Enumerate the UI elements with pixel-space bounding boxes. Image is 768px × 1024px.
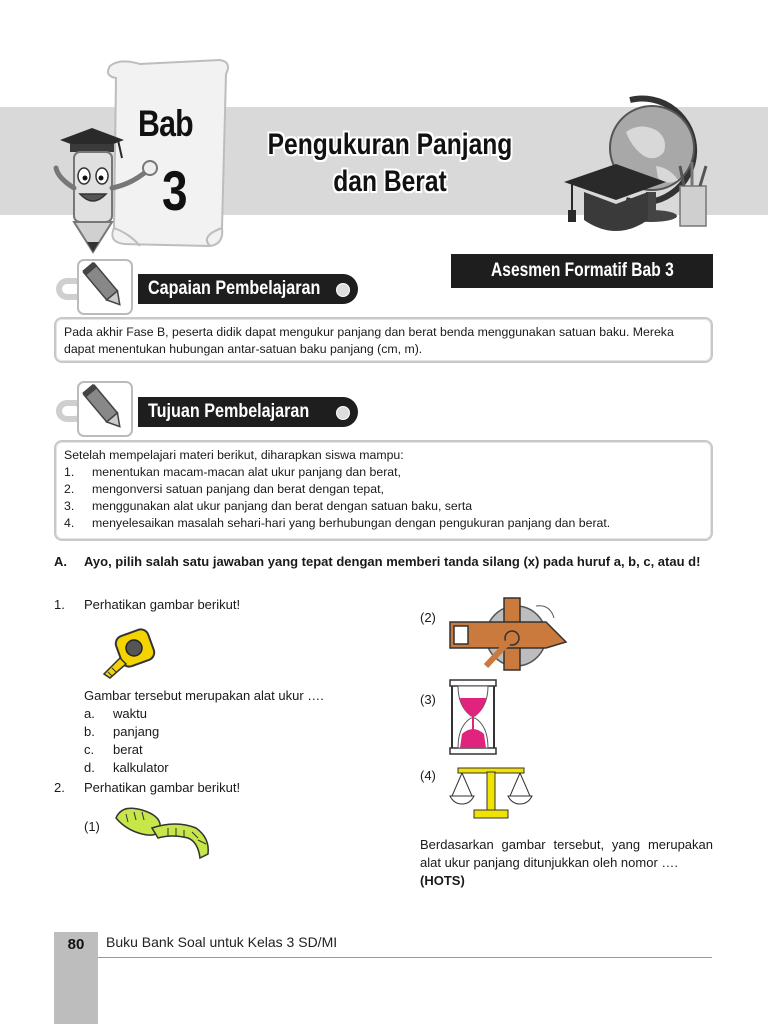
q1-number: 1. xyxy=(54,597,65,612)
bullet-dot xyxy=(336,406,350,420)
graduation-cap-icon xyxy=(562,150,666,238)
chapter-title-line1: Pengukuran Panjang xyxy=(267,128,513,161)
q1-option-d[interactable]: d. kalkulator xyxy=(84,760,169,775)
capaian-heading: Capaian Pembelajaran xyxy=(138,274,358,304)
pencil-icon xyxy=(54,256,134,318)
q1-option-c[interactable]: c. berat xyxy=(84,742,143,757)
footer-divider xyxy=(98,957,712,958)
section-a-text: Ayo, pilih salah satu jawaban yang tepat dengan memberi tanda silang (x) pada huruf a, b, c, atau d! xyxy=(84,554,701,569)
page-number: 80 xyxy=(54,932,98,958)
tujuan-list xyxy=(64,464,703,532)
q1-option-b[interactable]: b. panjang xyxy=(84,724,160,739)
hots-tag: (HOTS) xyxy=(420,873,465,888)
capaian-box xyxy=(54,317,713,363)
list-item: 3. menggunakan alat ukur panjang dan berat dengan satuan baku, serta xyxy=(64,499,473,513)
q1-option-a[interactable]: a. waktu xyxy=(84,706,147,721)
q1-stem: Gambar tersebut merupakan alat ukur …. xyxy=(84,688,324,703)
q2-prompt: Perhatikan gambar berikut! xyxy=(84,780,241,795)
q2-figure-2-label: (2) xyxy=(420,610,436,625)
list-item: 2. mengonversi satuan panjang dan berat dengan tepat, xyxy=(64,482,384,496)
tujuan-box xyxy=(54,440,713,541)
tujuan-intro: Setelah mempelajari materi berikut, diharapkan siswa mampu: xyxy=(64,448,404,462)
q1-prompt: Perhatikan gambar berikut! xyxy=(84,597,241,612)
chapter-label: Bab xyxy=(138,103,193,144)
q2-figure-1-label: (1) xyxy=(84,819,100,834)
chapter-title xyxy=(267,126,513,200)
book-title: Buku Bank Soal untuk Kelas 3 SD/MI xyxy=(106,934,338,950)
assessment-label: Asesmen Formatif Bab 3 xyxy=(451,254,713,288)
hourglass-icon xyxy=(448,678,498,756)
q2-figure-4-label: (4) xyxy=(420,768,436,783)
capaian-text: Pada akhir Fase B, peserta didik dapat mengukur panjang dan berat benda menggunakan satuan baku. Mereka dapat menentukan hubungan antar-satuan baku panjang (cm, m). xyxy=(64,325,674,356)
q2-number: 2. xyxy=(54,780,65,795)
footer-strip xyxy=(54,958,98,1024)
balance-scale-icon xyxy=(448,762,534,822)
q2-figure-3-label: (3) xyxy=(420,692,436,707)
list-item: 1. menentukan macam-macan alat ukur panjang dan berat, xyxy=(64,465,401,479)
bullet-dot xyxy=(336,283,350,297)
q2-stem-block xyxy=(420,836,713,890)
chapter-title-line2: dan Berat xyxy=(333,165,447,198)
sliding-gauge-icon xyxy=(446,596,572,672)
chapter-number: 3 xyxy=(162,159,188,222)
sewing-tape-icon xyxy=(112,798,216,864)
tujuan-heading: Tujuan Pembelajaran xyxy=(138,397,358,427)
pencil-icon xyxy=(54,378,134,440)
tape-measure-icon xyxy=(100,624,162,682)
q2-stem: Berdasarkan gambar tersebut, yang merupakan alat ukur panjang ditunjukkan oleh nomor …. xyxy=(420,837,713,870)
section-a-label: A. xyxy=(54,554,67,569)
section-a-instruction xyxy=(54,553,714,571)
list-item: 4. menyelesaikan masalah sehari-hari yang berhubungan dengan pengukuran panjang dan berat. xyxy=(64,516,611,530)
